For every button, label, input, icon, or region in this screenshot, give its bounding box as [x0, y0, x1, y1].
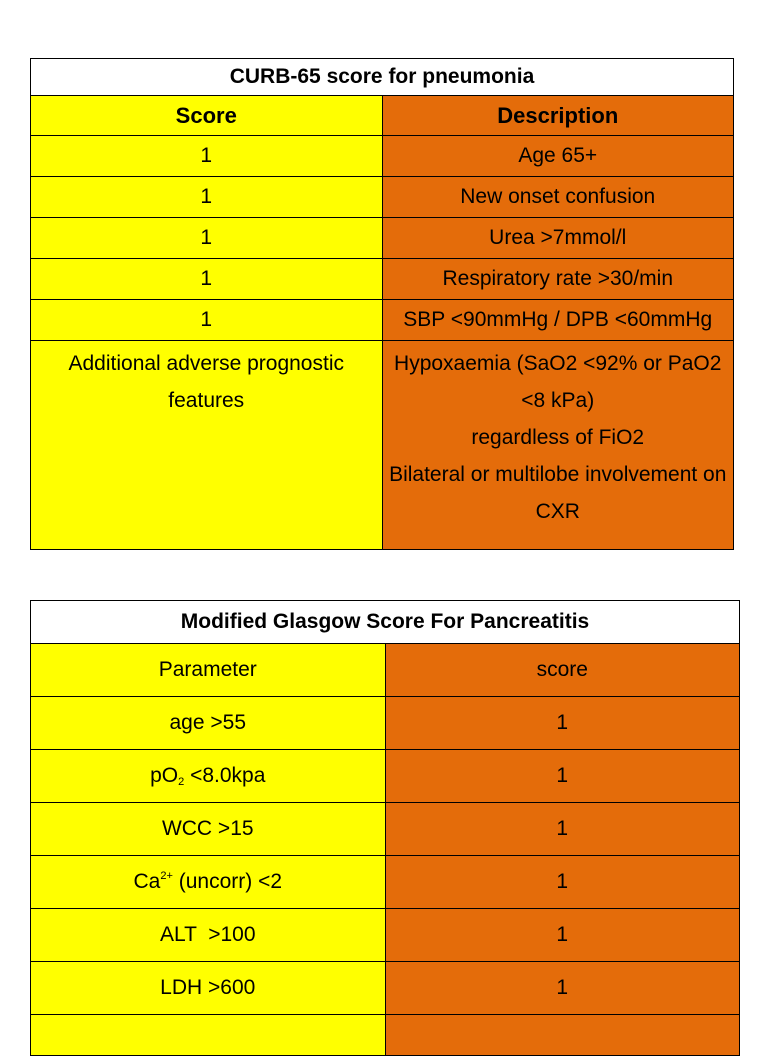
glasgow-title: Modified Glasgow Score For Pancreatitis: [31, 601, 740, 644]
curb65-row-description: Respiratory rate >30/min: [382, 259, 734, 300]
curb65-row-score: 1: [31, 300, 383, 341]
curb65-table: [30, 58, 734, 550]
glasgow-row-parameter: LDH >600: [31, 962, 386, 1015]
glasgow-row-score: 1: [385, 962, 740, 1015]
param-main: Ca: [133, 870, 161, 893]
glasgow-row-score: 1: [385, 803, 740, 856]
glasgow-row-score-cut: [385, 1015, 740, 1056]
curb65-row-description: Age 65+: [382, 136, 734, 177]
glasgow-row-parameter-cut: [31, 1015, 386, 1056]
curb65-row-score: 1: [31, 177, 383, 218]
curb65-row-description: New onset confusion: [382, 177, 734, 218]
glasgow-row-parameter: age >55: [31, 697, 386, 750]
glasgow-row-score: 1: [385, 856, 740, 909]
glasgow-row-parameter: ALT >100: [31, 909, 386, 962]
param-rest: <8.0kpa: [184, 764, 266, 787]
curb65-additional-label: [31, 341, 383, 550]
curb65-row-description: Urea >7mmol/l: [382, 218, 734, 259]
param-main: pO: [150, 764, 179, 787]
curb65-row-score: 1: [31, 259, 383, 300]
additional-line-2: regardless of FiO2: [471, 426, 645, 449]
curb65-title: CURB-65 score for pneumonia: [31, 59, 734, 96]
glasgow-row-score: 1: [385, 909, 740, 962]
glasgow-row-parameter: WCC >15: [31, 803, 386, 856]
glasgow-header-score: score: [385, 644, 740, 697]
glasgow-row-score: 1: [385, 697, 740, 750]
param-sup: 2+: [160, 870, 173, 882]
additional-label-text: Additional adverse prognostic features: [68, 352, 344, 412]
curb65-additional-description: [382, 341, 734, 550]
param-sub: 2: [178, 776, 185, 788]
glasgow-row-parameter: [31, 750, 386, 803]
curb65-row-score: 1: [31, 136, 383, 177]
glasgow-header-parameter: Parameter: [31, 644, 386, 697]
glasgow-row-score: 1: [385, 750, 740, 803]
curb65-row-score: 1: [31, 218, 383, 259]
additional-line-3: Bilateral or multilobe involvement on CXR: [389, 463, 727, 523]
additional-line-1: Hypoxaemia (SaO2 <92% or PaO2 <8 kPa): [394, 352, 722, 412]
param-rest: (uncorr) <2: [172, 870, 283, 893]
curb65-header-description: Description: [382, 96, 734, 136]
curb65-row-description: SBP <90mmHg / DPB <60mmHg: [382, 300, 734, 341]
glasgow-table: [30, 600, 740, 1056]
glasgow-row-parameter: [31, 856, 386, 909]
curb65-header-score: Score: [31, 96, 383, 136]
